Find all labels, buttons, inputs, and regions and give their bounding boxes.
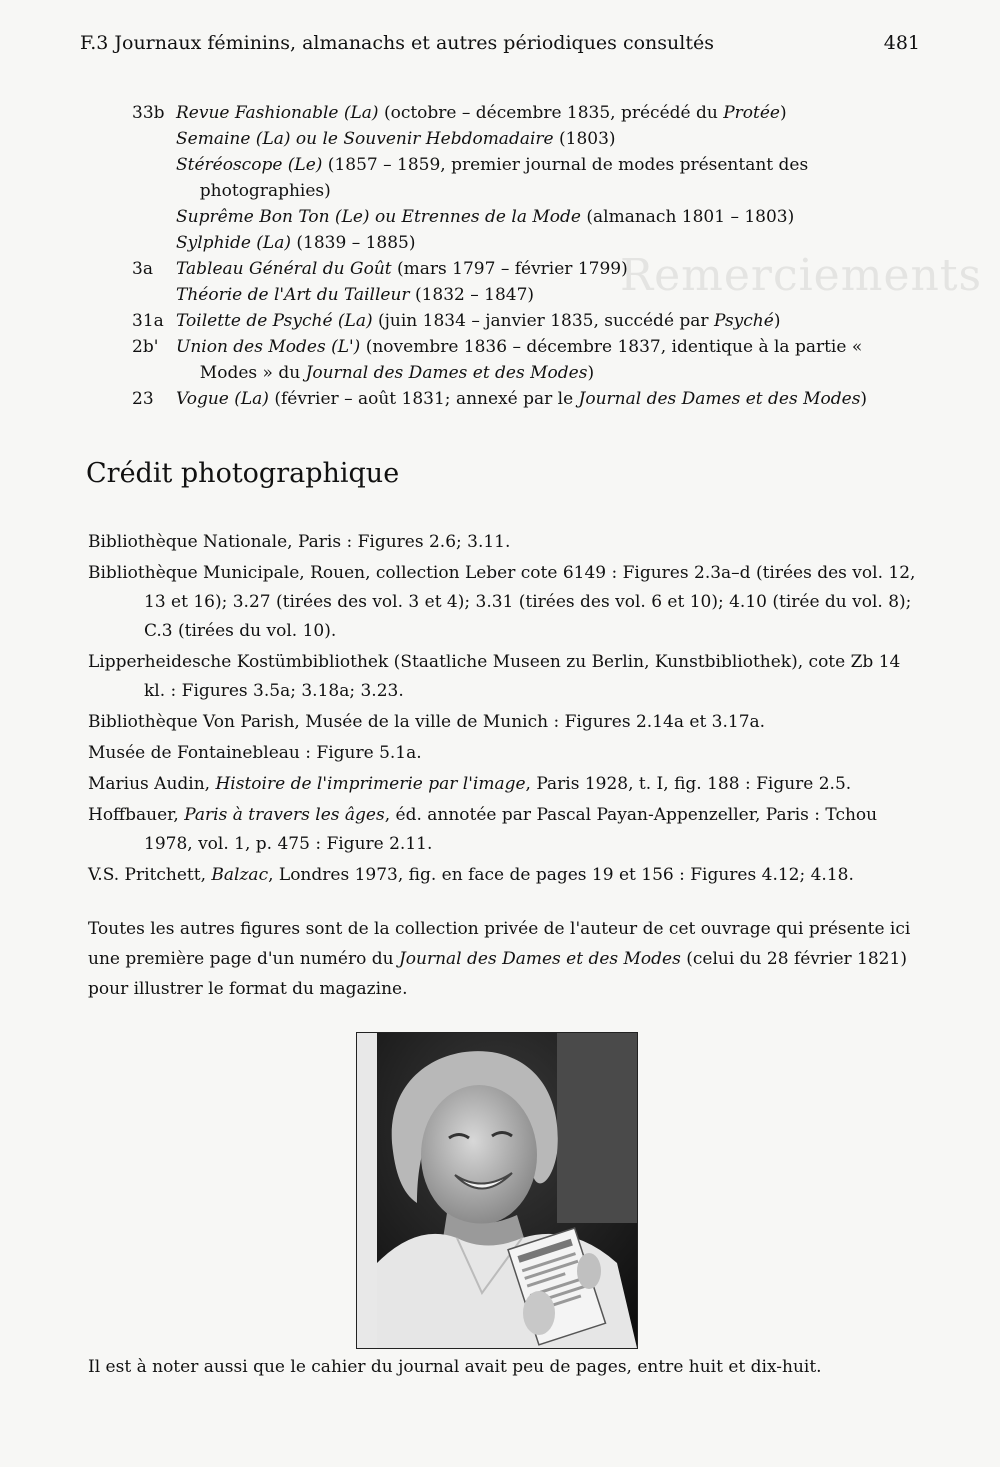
credit-item: Musée de Fontainebleau : Figure 5.1a. (88, 743, 422, 763)
periodicals-list (132, 100, 902, 412)
entry-desc: (1803) (553, 129, 616, 149)
credit-item: Lipperheidesche Kostümbibliothek (Staatliche Museen zu Berlin, Kunstbibliothek), cote Zb 14 kl. : Figures 3.5a; 3.18a; 3.23. (88, 652, 901, 701)
credits-list (88, 528, 922, 892)
entry-code: 33b (132, 103, 165, 123)
credits-heading: Crédit photographique (86, 458, 400, 489)
entry-ref: Journal des Dames et des Modes (305, 363, 588, 383)
entry-code (132, 204, 176, 230)
entry-desc-end: ) (773, 311, 781, 331)
entry-code: 2b' (132, 337, 159, 357)
entry-code: 31a (132, 311, 164, 331)
entry-desc: (1839 – 1885) (291, 233, 416, 253)
entry-title: Tableau Général du Goût (176, 259, 392, 279)
entry-desc: (1832 – 1847) (409, 285, 535, 305)
entry-title: Suprême Bon Ton (Le) ou Etrennes de la Mode (176, 207, 581, 227)
list-item (132, 204, 902, 230)
list-item (132, 282, 902, 308)
section-title: F.3 Journaux féminins, almanachs et autres périodiques consultés (80, 32, 714, 54)
entry-ref: Protée (723, 103, 780, 123)
page-number: 481 (883, 32, 920, 54)
entry-title: Théorie de l'Art du Tailleur (176, 285, 410, 305)
credit-item: Bibliothèque Von Parish, Musée de la ville de Munich : Figures 2.14a et 3.17a. (88, 712, 766, 732)
entry-desc: (juin 1834 – janvier 1835, succédé par (372, 311, 714, 331)
entry-desc: (almanach 1801 – 1803) (580, 207, 795, 227)
list-item (132, 308, 902, 334)
closing-note: Il est à noter aussi que le cahier du journal avait peu de pages, entre huit et dix-huit. (88, 1357, 822, 1377)
credit-item: Bibliothèque Nationale, Paris : Figures 2.6; 3.11. (88, 532, 511, 552)
credit-item: V.S. Pritchett, Balzac, Londres 1973, fig. en face de pages 19 et 156 : Figures 4.12; 4.18. (88, 865, 854, 885)
entry-title: Vogue (La) (176, 389, 269, 409)
entry-desc-end: ) (860, 389, 868, 409)
entry-title: Semaine (La) ou le Souvenir Hebdomadaire (176, 129, 554, 149)
list-item (132, 386, 902, 412)
list-item (132, 152, 902, 204)
portrait-image (357, 1033, 637, 1348)
list-item (132, 256, 902, 282)
entry-title: Sylphide (La) (176, 233, 291, 253)
collection-paragraph: Toutes les autres figures sont de la collection privée de l'auteur de cet ouvrage qui présente ici une première page d'un numéro du Journal des Dames et des Modes (celui du 28 février 1821) pour illustrer le format du magazine. (88, 919, 911, 999)
list-item (132, 334, 902, 386)
list-item (132, 126, 902, 152)
entry-title: Stéréoscope (Le) (176, 155, 323, 175)
entry-code (132, 152, 176, 204)
entry-desc: (1857 – 1859, premier journal de modes présentant des photographies) (199, 155, 809, 201)
credit-item: Marius Audin, Histoire de l'imprimerie par l'image, Paris 1928, t. I, fig. 188 : Figure 2.5. (88, 774, 852, 794)
entry-desc: (mars 1797 – février 1799) (391, 259, 628, 279)
entry-title: Toilette de Psyché (La) (176, 311, 373, 331)
entry-code (132, 126, 176, 152)
author-photo (356, 1032, 638, 1349)
credit-item: Hoffbauer, Paris à travers les âges, éd. annotée par Pascal Payan-Appenzeller, Paris : Tchou 1978, vol. 1, p. 475 : Figure 2.11. (88, 805, 878, 854)
entry-desc-end: ) (587, 363, 595, 383)
list-item (132, 100, 902, 126)
entry-desc: (février – août 1831; annexé par le (268, 389, 579, 409)
running-header (80, 32, 920, 54)
entry-desc: (novembre 1836 – décembre 1837, identique à la partie « Modes » du (199, 337, 863, 383)
entry-title: Revue Fashionable (La) (176, 103, 379, 123)
entry-ref: Journal des Dames et des Modes (578, 389, 861, 409)
entry-code: 3a (132, 259, 153, 279)
credit-item: Bibliothèque Municipale, Rouen, collection Leber cote 6149 : Figures 2.3a–d (tirées des vol. 12, 13 et 16); 3.27 (tirées des vol. 3 et 4); 3.31 (tirées des vol. 6 et 10); 4.10 (tirée du vol. 8); C.3 (tirées du vol. 10). (88, 563, 916, 641)
entry-title: Union des Modes (L') (176, 337, 361, 357)
entry-ref: Psyché (713, 311, 774, 331)
entry-code: 23 (132, 389, 154, 409)
entry-desc-end: ) (780, 103, 787, 123)
bleed-through-text: Remerciements (620, 250, 983, 301)
list-item (132, 230, 902, 256)
entry-desc: (octobre – décembre 1835, précédé du (378, 103, 724, 123)
entry-code (132, 230, 176, 256)
entry-code (132, 282, 176, 308)
